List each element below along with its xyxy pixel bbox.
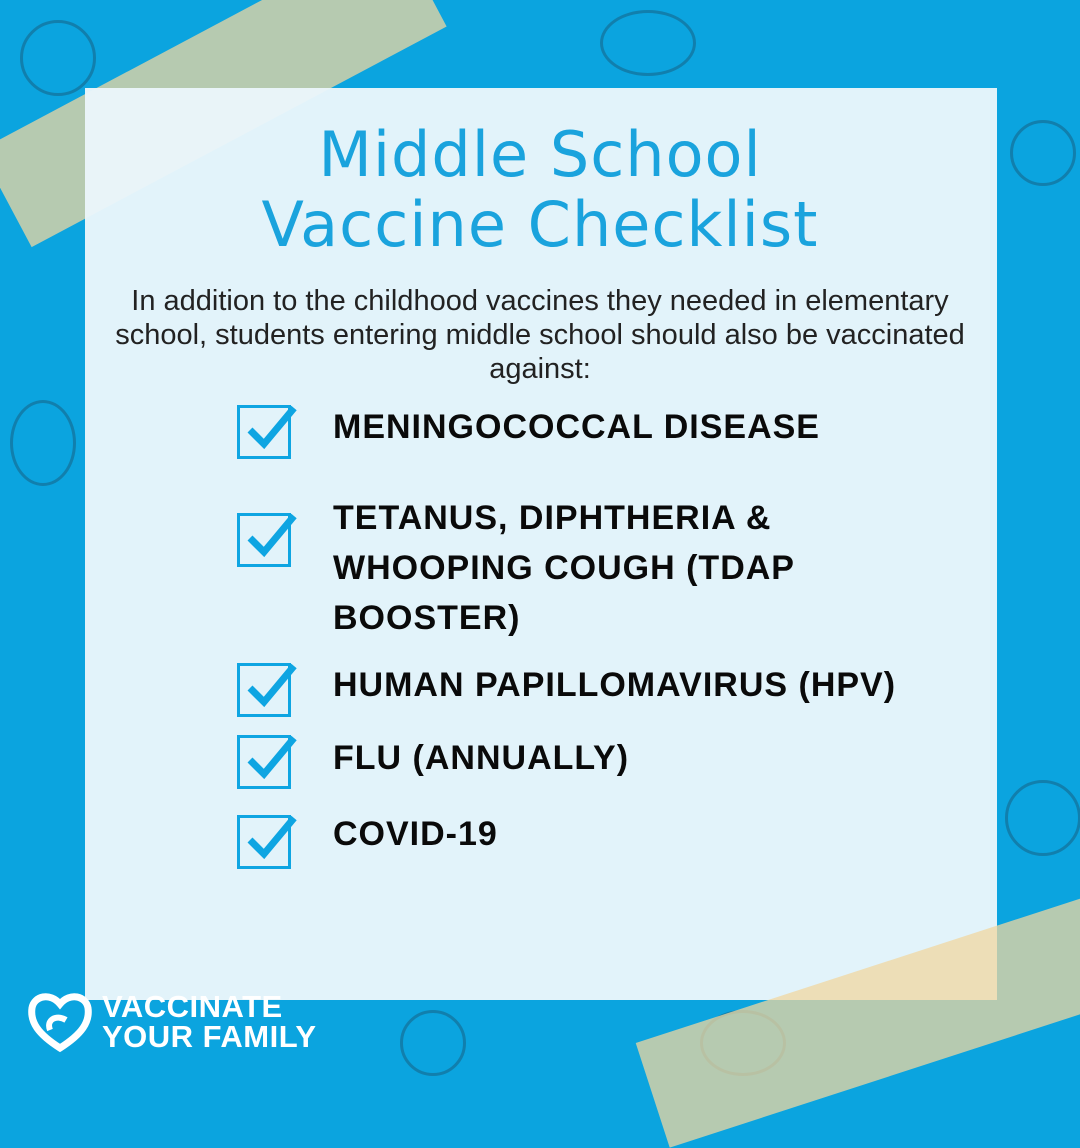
checkbox-checked-icon: [237, 513, 291, 567]
logo-line-1: VACCINATE: [102, 989, 283, 1024]
checkbox-checked-icon: [237, 735, 291, 789]
checklist-item-label: TETANUS, DIPHTHERIA & WHOOPING COUGH (TDAP BOOSTER): [333, 499, 795, 637]
checklist-item-label: MENINGOCOCCAL DISEASE: [333, 408, 820, 446]
checklist-item-label: FLU (ANNUALLY): [333, 739, 630, 777]
logo-line-2: YOUR FAMILY: [102, 1019, 317, 1054]
title-line-2: Vaccine Checklist: [261, 188, 819, 261]
checklist-item-label: COVID-19: [333, 815, 498, 853]
checklist-item: [237, 499, 795, 637]
checkbox-checked-icon: [237, 663, 291, 717]
intro-text: In addition to the childhood vaccines they needed in elementary school, students entering middle school should also be vaccinated against:: [115, 285, 965, 385]
checklist-item: [237, 405, 820, 459]
checkbox-checked-icon: [237, 405, 291, 459]
heart-logo-icon: [28, 990, 92, 1054]
title-line-1: Middle School: [318, 118, 762, 191]
checklist-item-label: HUMAN PAPILLOMAVIRUS (HPV): [333, 666, 897, 704]
checklist-item: [237, 663, 897, 717]
vaccinate-your-family-logo: [28, 990, 317, 1054]
checklist-item: [237, 735, 630, 789]
checkbox-checked-icon: [237, 815, 291, 869]
checklist-item: [237, 815, 498, 869]
